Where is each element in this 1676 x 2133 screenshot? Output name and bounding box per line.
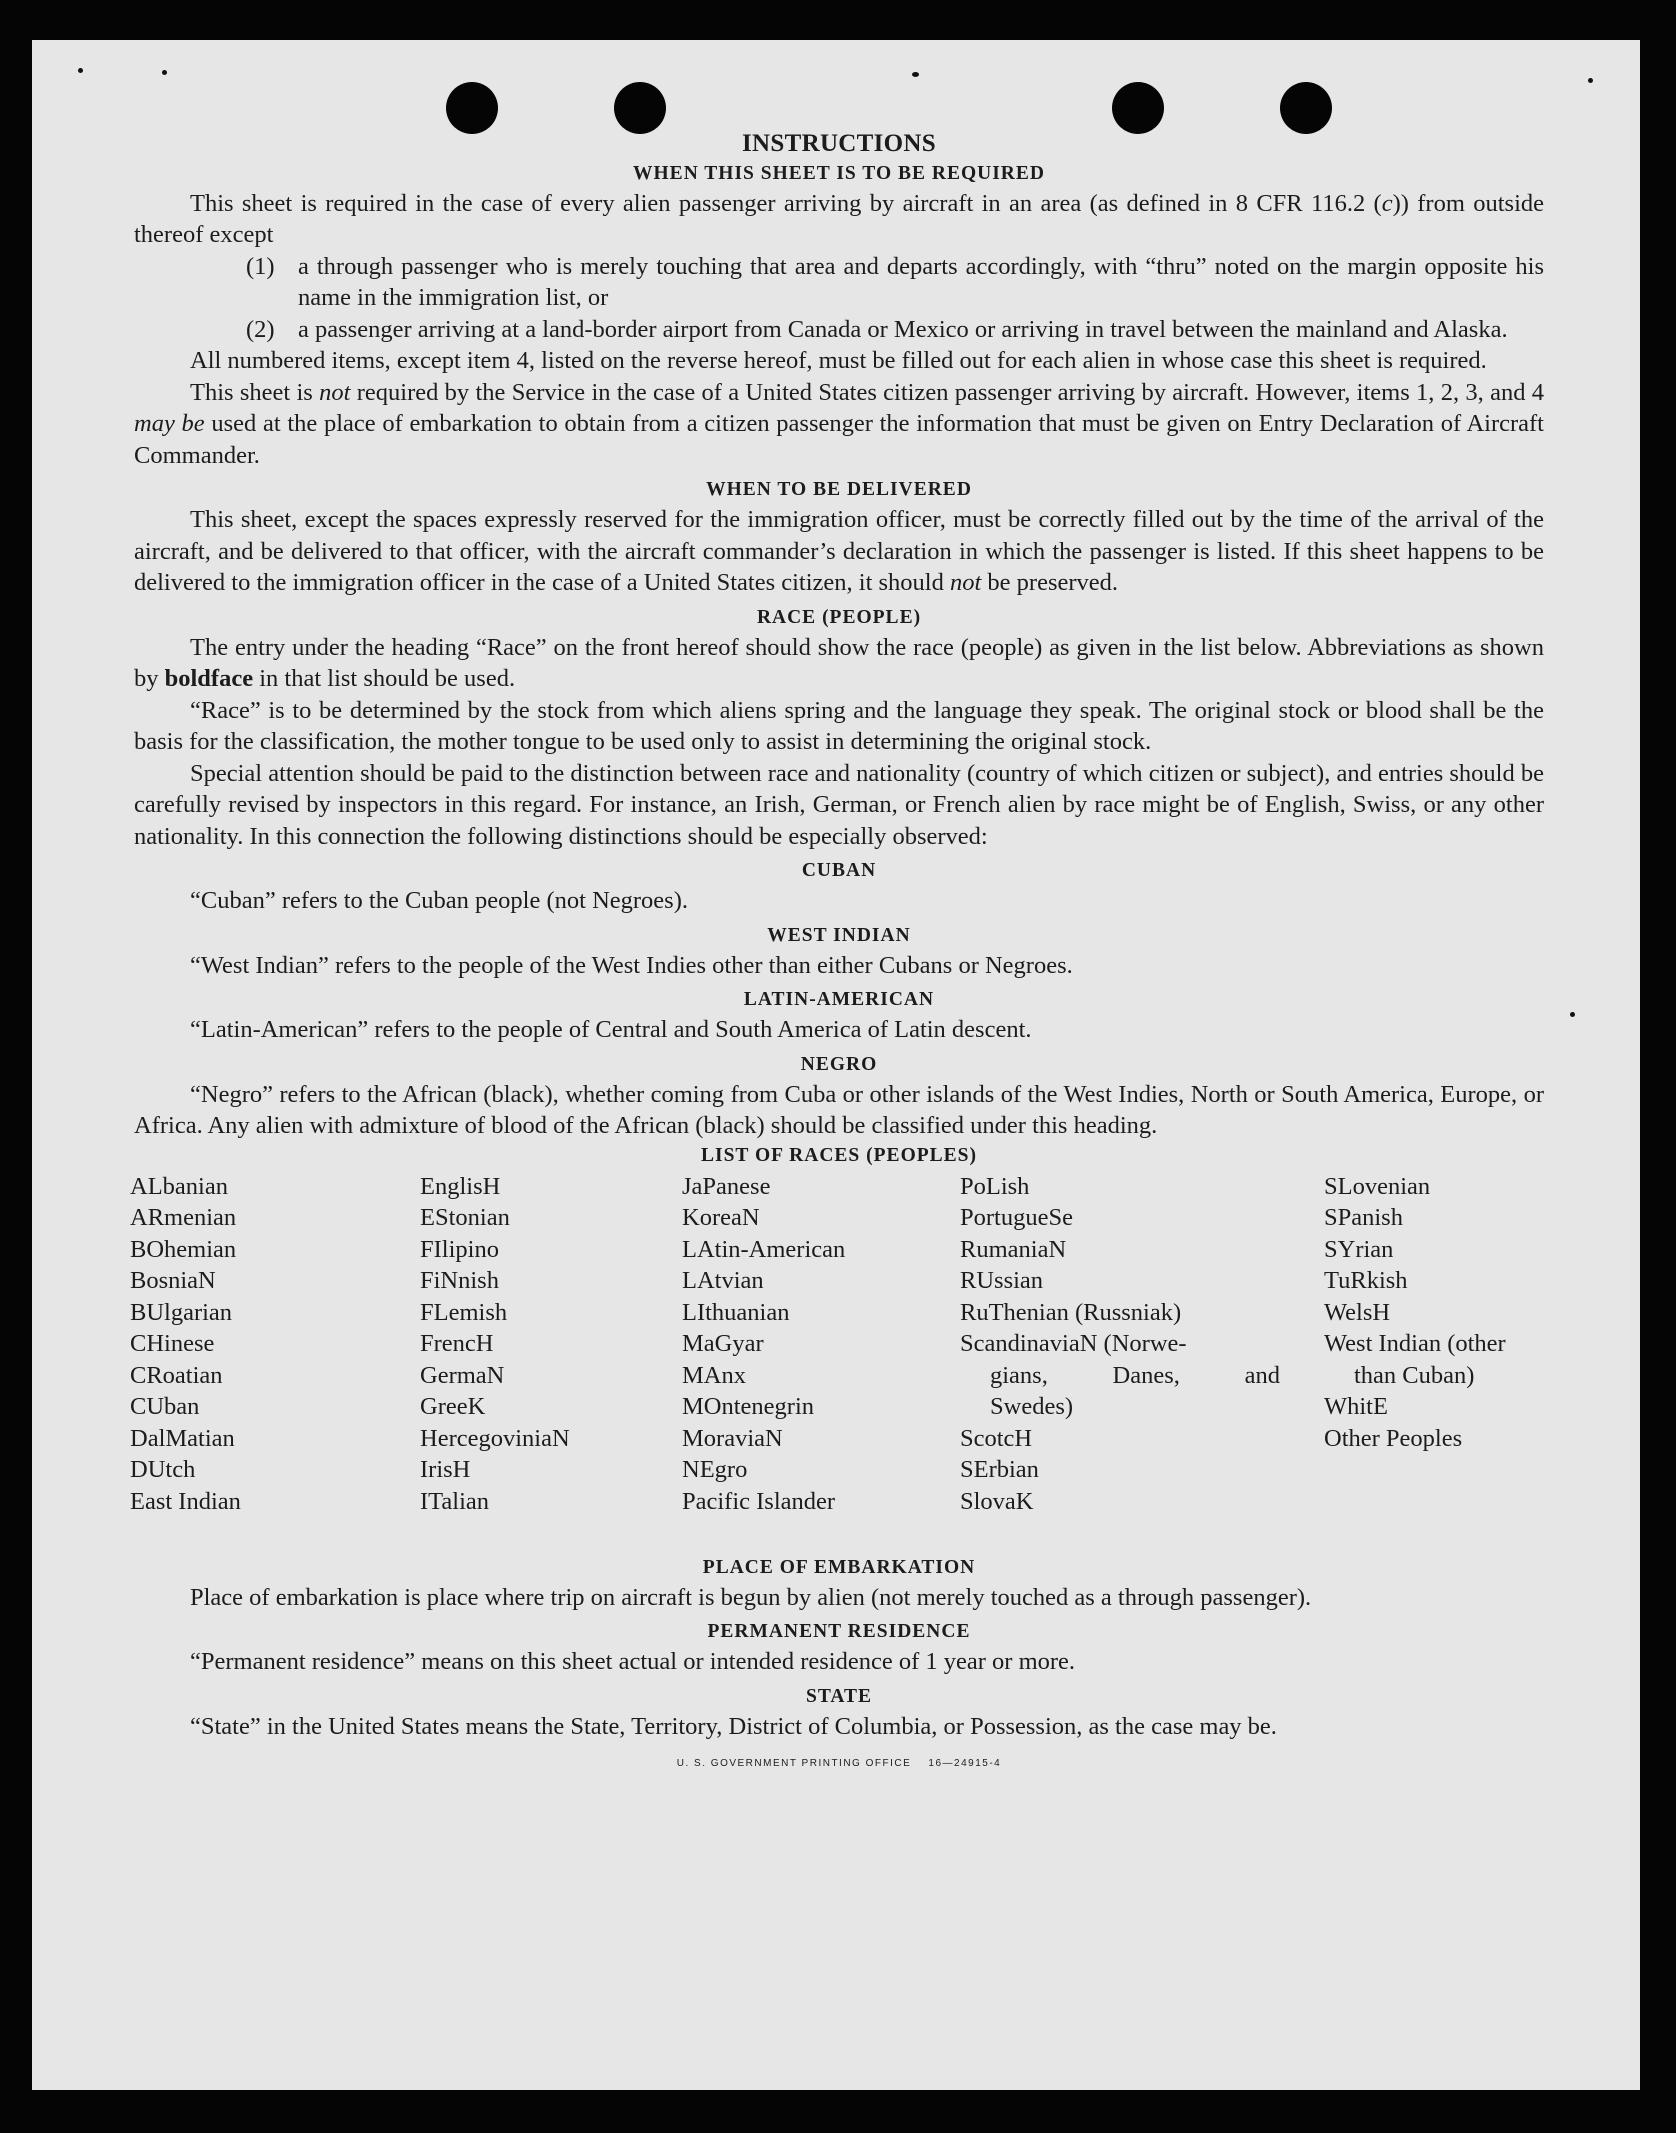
race-column-2: [420, 1171, 570, 1518]
race-item: PortugueSe: [960, 1204, 1073, 1231]
paragraph-state: “State” in the United States means the State, Territory, District of Columbia, or Possession, as the case may be.: [190, 1712, 1277, 1740]
heading-state: STATE: [805, 1685, 873, 1707]
race-item: DalMatian: [130, 1424, 235, 1452]
race-item: LIthuanian: [682, 1298, 790, 1326]
speck: [162, 70, 167, 75]
list-text: a passenger arriving at a land-border airport from Canada or Mexico or arriving in travel between the mainland and Alaska.: [298, 315, 1508, 343]
paragraph-cuban: “Cuban” refers to the Cuban people (not Negroes).: [190, 887, 688, 914]
race-item: HercegoviniaN: [420, 1424, 570, 1452]
race-item: LAtin-American: [682, 1235, 846, 1263]
speck: [1588, 78, 1593, 83]
paragraph-latin-american: “Latin-American” refers to the people of Central and South America of Latin descent.: [190, 1016, 1032, 1043]
race-item: GermaN: [420, 1361, 505, 1389]
race-item: West Indian (other: [1324, 1330, 1506, 1357]
list-item-exception-1: [246, 251, 1544, 314]
race-item: DUtch: [130, 1456, 196, 1483]
race-item: SLovenian: [1324, 1172, 1431, 1200]
race-item: ScandinaviaN (Norwe-: [960, 1330, 1187, 1357]
list-number: (1): [246, 252, 275, 280]
race-item: ScotcH: [960, 1424, 1033, 1452]
race-item: EnglisH: [420, 1172, 501, 1200]
punch-hole: [1280, 82, 1332, 134]
printing-office-footer: U. S. GOVERNMENT PRINTING OFFICE 16—24915-4: [676, 1758, 1002, 1769]
paragraph-embarkation: Place of embarkation is place where trip on aircraft is begun by alien (not merely touched as a through passenger).: [190, 1583, 1312, 1611]
race-item: SErbian: [960, 1456, 1039, 1483]
race-item: SPanish: [1324, 1204, 1403, 1231]
speck: [1570, 1012, 1575, 1017]
race-item: FrencH: [420, 1330, 494, 1357]
race-item: WhitE: [1324, 1393, 1388, 1420]
race-item-continued: than Cuban): [1354, 1361, 1475, 1389]
race-item: BOhemian: [130, 1235, 237, 1263]
heading-when-required: WHEN THIS SHEET IS TO BE REQUIRED: [633, 162, 1045, 184]
race-item: Pacific Islander: [682, 1487, 836, 1515]
race-item: KoreaN: [682, 1204, 760, 1231]
race-item: RUssian: [960, 1267, 1044, 1294]
paragraph-citizen: This sheet is not required by the Service in the case of a United States citizen passenger arriving by aircraft. However, items 1, 2, 3, and 4 may be used at the place of embarkation to obtain from a citizen passenger the information that must be given on Entry Declaration of Aircraft Commander.: [134, 378, 1544, 469]
speck: [912, 72, 919, 77]
punch-hole: [446, 82, 498, 134]
paragraph-required-intro: This sheet is required in the case of every alien passenger arriving by aircraft in an area (as defined in 8 CFR 116.2 (c)) from outside thereof except: [134, 189, 1544, 248]
race-item: TuRkish: [1324, 1267, 1408, 1294]
paragraph-race-nationality: Special attention should be paid to the distinction between race and nationality (country of which citizen or subject), and entries should be carefully revised by inspectors in this regard. For instance, an Irish, German, or French alien by race might be of English, Swiss, or any other nationality. In this connection the following distinctions should be especially observed:: [134, 759, 1544, 850]
race-item: RuThenian (Russniak): [960, 1298, 1182, 1326]
race-item: LAtvian: [682, 1267, 764, 1294]
race-item: FIlipino: [420, 1235, 499, 1263]
race-column-3: [682, 1171, 845, 1518]
race-item: SlovaK: [960, 1487, 1034, 1515]
race-item: WelsH: [1324, 1298, 1391, 1326]
race-item: NEgro: [682, 1456, 748, 1483]
list-number: (2): [246, 315, 275, 343]
race-column-4: [960, 1171, 1280, 1518]
race-item: RumaniaN: [960, 1235, 1067, 1263]
heading-permanent-residence: PERMANENT RESIDENCE: [707, 1621, 971, 1642]
heading-negro: NEGRO: [800, 1053, 878, 1075]
race-item: BUlgarian: [130, 1298, 233, 1326]
race-item: GreeK: [420, 1393, 486, 1420]
race-item: FLemish: [420, 1298, 508, 1326]
list-text: a through passenger who is merely touching that area and departs accordingly, with “thru” noted on the margin opposite his name in the immigration list, or: [298, 252, 1544, 311]
race-column-5: [1324, 1171, 1506, 1455]
instructions-content: [130, 128, 1544, 1780]
paragraph-delivered: This sheet, except the spaces expressly reserved for the immigration officer, must be correctly filled out by the time of the arrival of the aircraft, and be delivered to that officer, with the aircraft commander’s declaration in which the passenger is listed. If this sheet happens to be delivered to the immigration officer in the case of a United States citizen, it should not be preserved.: [134, 506, 1544, 596]
race-item: EStonian: [420, 1204, 510, 1231]
race-item: SYrian: [1324, 1235, 1394, 1263]
race-item: JaPanese: [682, 1172, 771, 1200]
paragraph-negro: “Negro” refers to the African (black), whether coming from Cuba or other islands of the West Indies, North or South America, Europe, or Africa. Any alien with admixture of blood of the African (black) should be classified under this heading.: [134, 1080, 1544, 1139]
punch-hole: [614, 82, 666, 134]
race-item: MAnx: [682, 1361, 746, 1389]
race-item: MaGyar: [682, 1330, 764, 1357]
race-item: East Indian: [130, 1487, 241, 1515]
punch-hole: [1112, 82, 1164, 134]
heading-when-delivered: WHEN TO BE DELIVERED: [706, 479, 972, 500]
paragraph-race-entry: The entry under the heading “Race” on the front hereof should show the race (people) as given in the list below. Abbreviations as shown by boldface in that list should be used.: [134, 633, 1544, 692]
document-page: [32, 40, 1640, 2090]
race-item: MOntenegrin: [682, 1393, 814, 1420]
paragraph-race-stock: “Race” is to be determined by the stock from which aliens spring and the language they speak. The original stock or blood shall be the basis for the classification, the mother tongue to be used only to assist in determining the original stock.: [134, 696, 1544, 755]
race-list: [130, 1171, 1544, 1549]
heading-place-of-embarkation: PLACE OF EMBARKATION: [702, 1556, 976, 1578]
heading-list-of-races: LIST OF RACES (PEOPLES): [700, 1144, 977, 1166]
race-item: IrisH: [420, 1456, 471, 1483]
list-item-exception-2: [246, 314, 1544, 346]
race-item: Other Peoples: [1324, 1424, 1463, 1452]
race-item: CUban: [130, 1393, 200, 1420]
race-item: CRoatian: [130, 1361, 223, 1389]
heading-race: RACE (PEOPLE): [756, 606, 922, 628]
race-column-1: [130, 1171, 241, 1518]
document-title: INSTRUCTIONS: [742, 130, 936, 157]
paragraph-west-indian: “West Indian” refers to the people of the West Indies other than either Cubans or Negroes.: [190, 951, 1073, 979]
speck: [78, 68, 83, 73]
race-item: ARmenian: [130, 1204, 237, 1231]
heading-latin-american: LATIN-AMERICAN: [743, 989, 935, 1010]
race-item: BosniaN: [130, 1267, 216, 1294]
heading-cuban: CUBAN: [801, 860, 877, 881]
race-item: MoraviaN: [682, 1424, 783, 1452]
race-item: CHinese: [130, 1330, 215, 1357]
race-item-continued: Swedes): [990, 1393, 1074, 1420]
race-item: ALbanian: [130, 1172, 228, 1200]
race-item-continued: gians, Danes, and: [990, 1361, 1280, 1389]
race-item: FiNnish: [420, 1267, 499, 1294]
heading-west-indian: WEST INDIAN: [767, 924, 911, 946]
race-item: PoLish: [960, 1172, 1030, 1200]
paragraph-residence: “Permanent residence” means on this sheet actual or intended residence of 1 year or more.: [190, 1648, 1076, 1675]
race-item: ITalian: [420, 1487, 490, 1515]
paragraph-numbered-items: All numbered items, except item 4, listed on the reverse hereof, must be filled out for each alien in whose case this sheet is required.: [190, 347, 1487, 374]
